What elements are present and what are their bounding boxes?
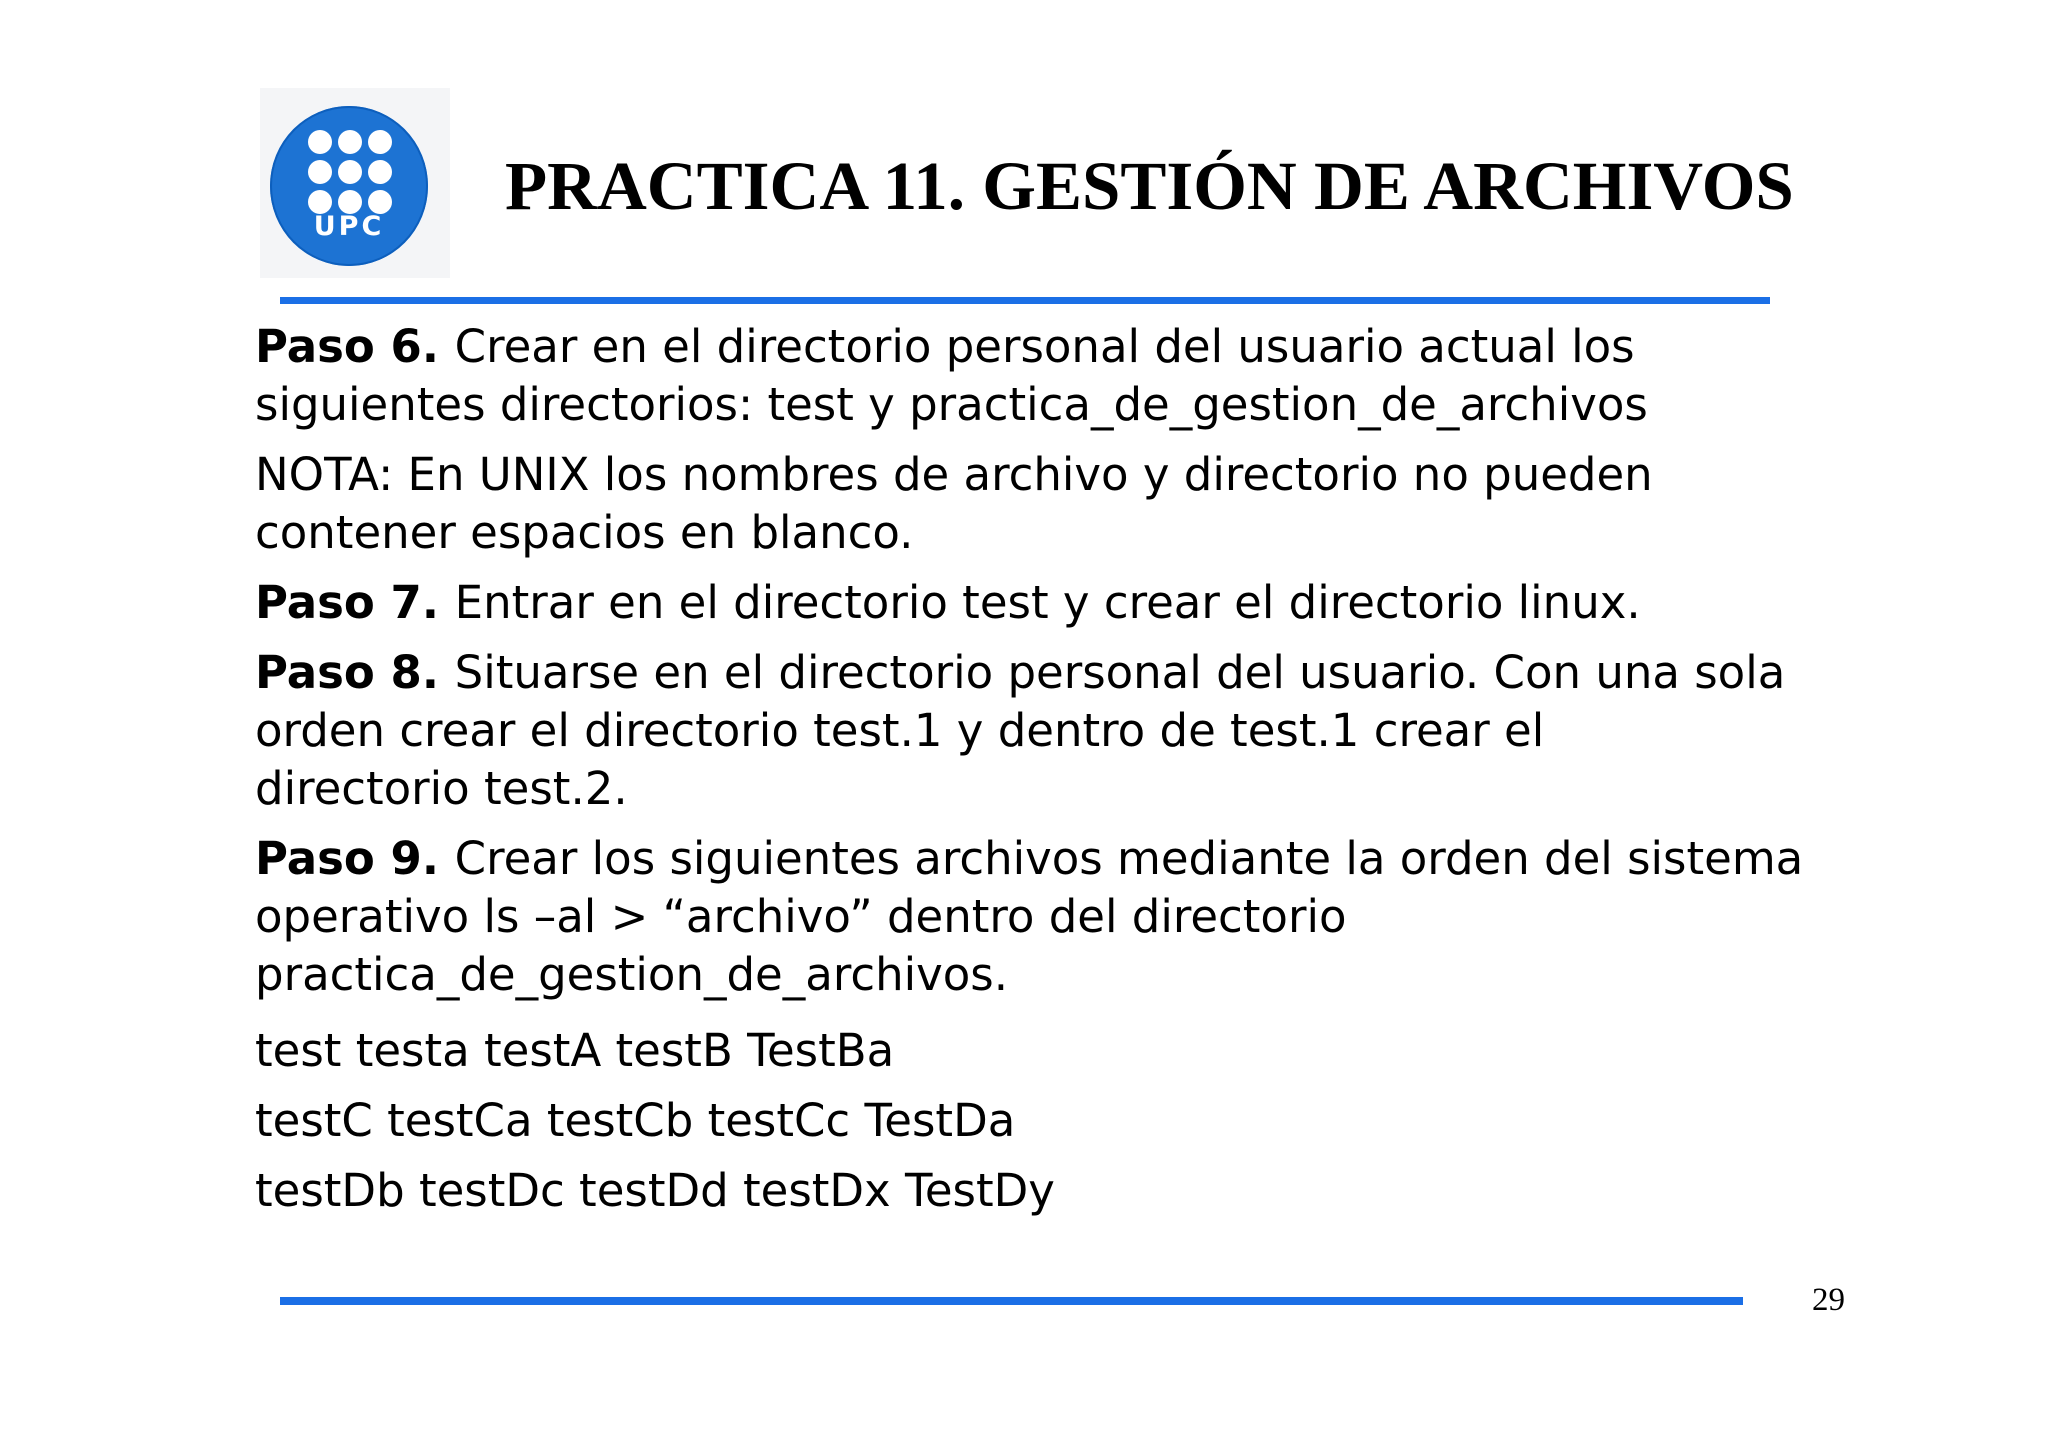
step-9-text-line-3: practica_de_gestion_de_archivos. <box>255 948 1009 1001</box>
logo-dot <box>308 130 332 154</box>
step-8-line-1 <box>255 644 1815 702</box>
step-6-text-line-2: siguientes directorios: test y practica_de_gestion_de_archivos <box>255 378 1648 431</box>
step-8-text-line-3: directorio test.2. <box>255 762 628 815</box>
page-title: PRACTICA 11. GESTIÓN DE ARCHIVOS <box>505 148 1794 224</box>
logo-dot <box>308 160 332 184</box>
step-7-line-1 <box>255 574 1815 632</box>
step-7-text-line-1: Entrar en el directorio test y crear el directorio linux. <box>454 576 1641 629</box>
step-6-label: Paso 6. <box>255 320 439 373</box>
step-6-line-1 <box>255 318 1815 376</box>
file-list-line-1: test testa testA testB TestBa <box>255 1024 895 1077</box>
slide-content <box>255 318 1815 1226</box>
note-line-2: contener espacios en blanco. <box>255 506 914 559</box>
upc-logo <box>270 106 428 266</box>
step-6-text-line-1: Crear en el directorio personal del usuario actual los <box>454 320 1635 373</box>
step-6 <box>255 318 1815 434</box>
step-9-label: Paso 9. <box>255 832 439 885</box>
step-9-text-line-2: operativo ls –al > “archivo” dentro del directorio <box>255 890 1347 943</box>
step-7 <box>255 574 1815 632</box>
note-line-1: NOTA: En UNIX los nombres de archivo y directorio no pueden <box>255 448 1653 501</box>
logo-dot <box>368 130 392 154</box>
top-divider <box>280 297 1770 304</box>
step-8-text-line-2: orden crear el directorio test.1 y dentro de test.1 crear el <box>255 704 1545 757</box>
step-8-text-line-1: Situarse en el directorio personal del usuario. Con una sola <box>454 646 1786 699</box>
step-7-label: Paso 7. <box>255 576 439 629</box>
step-9 <box>255 830 1815 1004</box>
logo-dot-grid <box>308 130 392 214</box>
step-8-label: Paso 8. <box>255 646 439 699</box>
file-list-line-3: testDb testDc testDd testDx TestDy <box>255 1164 1055 1217</box>
logo-dot <box>368 160 392 184</box>
step-9-text-line-1: Crear los siguientes archivos mediante la orden del sistema <box>454 832 1804 885</box>
logo-text: UPC <box>313 211 385 242</box>
step-8 <box>255 644 1815 818</box>
page-number: 29 <box>1812 1282 1845 1318</box>
file-list-line-2: testC testCa testCb testCc TestDa <box>255 1094 1016 1147</box>
logo-dot <box>338 160 362 184</box>
bottom-divider <box>280 1297 1743 1305</box>
step-9-line-1 <box>255 830 1815 888</box>
logo-dot <box>338 130 362 154</box>
note-block <box>255 446 1815 562</box>
